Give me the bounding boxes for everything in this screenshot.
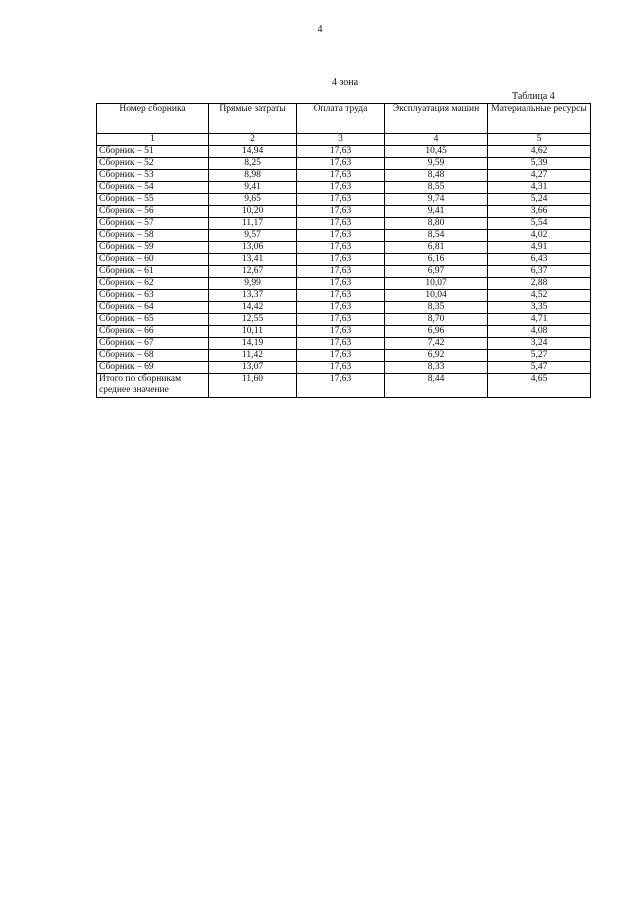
header-row xyxy=(97,104,591,134)
labor-pay-cell: 17,63 xyxy=(297,158,385,170)
direct-costs-cell: 9,65 xyxy=(209,194,297,206)
machine-operation-cell: 7,42 xyxy=(385,338,488,350)
direct-costs-cell: 12,67 xyxy=(209,266,297,278)
collection-name-cell: Сборник – 68 xyxy=(97,350,209,362)
material-resources-cell: 4,08 xyxy=(488,326,591,338)
direct-costs-cell: 14,94 xyxy=(209,146,297,158)
material-resources-cell: 5,47 xyxy=(488,362,591,374)
column-number: 3 xyxy=(297,134,385,146)
material-resources-cell: 5,24 xyxy=(488,194,591,206)
labor-pay-cell: 17,63 xyxy=(297,146,385,158)
collection-name-cell: Сборник – 66 xyxy=(97,326,209,338)
header-labor-pay: Оплата труда xyxy=(297,104,385,134)
labor-pay-cell: 17,63 xyxy=(297,254,385,266)
collection-name-cell: Сборник – 60 xyxy=(97,254,209,266)
table-row xyxy=(97,158,591,170)
total-row xyxy=(97,374,591,398)
material-resources-cell: 6,43 xyxy=(488,254,591,266)
collection-name-cell: Сборник – 57 xyxy=(97,218,209,230)
material-resources-cell: 3,24 xyxy=(488,338,591,350)
direct-costs-cell: 13,07 xyxy=(209,362,297,374)
table-caption: Таблица 4 xyxy=(512,91,555,102)
machine-operation-cell: 8,48 xyxy=(385,170,488,182)
table-row xyxy=(97,290,591,302)
machine-operation-cell: 10,04 xyxy=(385,290,488,302)
collection-name-cell: Сборник – 67 xyxy=(97,338,209,350)
material-resources-cell: 2,88 xyxy=(488,278,591,290)
table-row xyxy=(97,266,591,278)
direct-costs-cell: 11,17 xyxy=(209,218,297,230)
material-resources-cell: 4,27 xyxy=(488,170,591,182)
material-resources-cell: 4,31 xyxy=(488,182,591,194)
labor-pay-cell: 17,63 xyxy=(297,290,385,302)
material-resources-cell: 5,54 xyxy=(488,218,591,230)
collection-name-cell: Сборник – 63 xyxy=(97,290,209,302)
table-row xyxy=(97,182,591,194)
zone-title: 4 зона xyxy=(331,77,359,88)
machine-operation-cell: 6,97 xyxy=(385,266,488,278)
table-row xyxy=(97,254,591,266)
machine-operation-cell: 9,74 xyxy=(385,194,488,206)
direct-costs-cell: 9,57 xyxy=(209,230,297,242)
machine-operation-cell: 6,16 xyxy=(385,254,488,266)
direct-costs-cell: 9,41 xyxy=(209,182,297,194)
material-resources-cell: 5,39 xyxy=(488,158,591,170)
material-resources-cell: 4,52 xyxy=(488,290,591,302)
machine-operation-cell: 9,41 xyxy=(385,206,488,218)
labor-pay-cell: 17,63 xyxy=(297,338,385,350)
table-row xyxy=(97,314,591,326)
table-row xyxy=(97,170,591,182)
data-table xyxy=(96,103,591,398)
material-resources-cell: 4,91 xyxy=(488,242,591,254)
collection-name-cell: Сборник – 59 xyxy=(97,242,209,254)
direct-costs-cell: 14,42 xyxy=(209,302,297,314)
material-resources-cell: 4,02 xyxy=(488,230,591,242)
table-row xyxy=(97,302,591,314)
direct-costs-cell: 13,06 xyxy=(209,242,297,254)
header-material-resources: Материальные ресурсы xyxy=(488,104,591,134)
table-row xyxy=(97,218,591,230)
collection-name-cell: Сборник – 54 xyxy=(97,182,209,194)
machine-operation-cell: 10,45 xyxy=(385,146,488,158)
direct-costs-cell: 9,99 xyxy=(209,278,297,290)
labor-pay-cell: 17,63 xyxy=(297,194,385,206)
labor-pay-cell: 17,63 xyxy=(297,170,385,182)
column-number: 2 xyxy=(209,134,297,146)
direct-costs-cell: 8,98 xyxy=(209,170,297,182)
direct-costs-cell: 8,25 xyxy=(209,158,297,170)
column-number: 4 xyxy=(385,134,488,146)
machine-operation-cell: 6,81 xyxy=(385,242,488,254)
labor-pay-cell: 17,63 xyxy=(297,206,385,218)
collection-name-cell: Сборник – 64 xyxy=(97,302,209,314)
direct-costs-cell: 13,41 xyxy=(209,254,297,266)
table-row xyxy=(97,326,591,338)
material-resources-cell: 3,66 xyxy=(488,206,591,218)
direct-costs-cell: 12,55 xyxy=(209,314,297,326)
labor-pay-cell: 17,63 xyxy=(297,362,385,374)
machine-operation-cell: 8,55 xyxy=(385,182,488,194)
column-number: 5 xyxy=(488,134,591,146)
column-number-row xyxy=(97,134,591,146)
table-row xyxy=(97,206,591,218)
total-machine-operation: 8,44 xyxy=(385,374,488,398)
labor-pay-cell: 17,63 xyxy=(297,302,385,314)
table-row xyxy=(97,146,591,158)
machine-operation-cell: 8,70 xyxy=(385,314,488,326)
table-row xyxy=(97,194,591,206)
collection-name-cell: Сборник – 56 xyxy=(97,206,209,218)
table-row xyxy=(97,278,591,290)
machine-operation-cell: 6,92 xyxy=(385,350,488,362)
direct-costs-cell: 13,37 xyxy=(209,290,297,302)
direct-costs-cell: 14,19 xyxy=(209,338,297,350)
labor-pay-cell: 17,63 xyxy=(297,266,385,278)
labor-pay-cell: 17,63 xyxy=(297,230,385,242)
material-resources-cell: 5,27 xyxy=(488,350,591,362)
machine-operation-cell: 8,54 xyxy=(385,230,488,242)
labor-pay-cell: 17,63 xyxy=(297,182,385,194)
machine-operation-cell: 10,07 xyxy=(385,278,488,290)
machine-operation-cell: 8,35 xyxy=(385,302,488,314)
material-resources-cell: 6,37 xyxy=(488,266,591,278)
column-number: 1 xyxy=(97,134,209,146)
total-direct-costs: 11,60 xyxy=(209,374,297,398)
total-labor-pay: 17,63 xyxy=(297,374,385,398)
machine-operation-cell: 6,96 xyxy=(385,326,488,338)
page-number: 4 xyxy=(317,24,323,35)
labor-pay-cell: 17,63 xyxy=(297,326,385,338)
collection-name-cell: Сборник – 55 xyxy=(97,194,209,206)
table-row xyxy=(97,362,591,374)
collection-name-cell: Сборник – 62 xyxy=(97,278,209,290)
labor-pay-cell: 17,63 xyxy=(297,278,385,290)
collection-name-cell: Сборник – 51 xyxy=(97,146,209,158)
material-resources-cell: 4,71 xyxy=(488,314,591,326)
collection-name-cell: Сборник – 61 xyxy=(97,266,209,278)
labor-pay-cell: 17,63 xyxy=(297,242,385,254)
collection-name-cell: Сборник – 52 xyxy=(97,158,209,170)
header-direct-costs: Прямые затраты xyxy=(209,104,297,134)
machine-operation-cell: 9,59 xyxy=(385,158,488,170)
total-material-resources: 4,65 xyxy=(488,374,591,398)
direct-costs-cell: 11,42 xyxy=(209,350,297,362)
collection-name-cell: Сборник – 69 xyxy=(97,362,209,374)
labor-pay-cell: 17,63 xyxy=(297,314,385,326)
material-resources-cell: 3,35 xyxy=(488,302,591,314)
collection-name-cell: Сборник – 58 xyxy=(97,230,209,242)
direct-costs-cell: 10,20 xyxy=(209,206,297,218)
material-resources-cell: 4,62 xyxy=(488,146,591,158)
labor-pay-cell: 17,63 xyxy=(297,350,385,362)
table-row xyxy=(97,230,591,242)
direct-costs-cell: 10,11 xyxy=(209,326,297,338)
table-row xyxy=(97,338,591,350)
header-machine-operation: Эксплуатация машин xyxy=(385,104,488,134)
labor-pay-cell: 17,63 xyxy=(297,218,385,230)
machine-operation-cell: 8,80 xyxy=(385,218,488,230)
total-label: Итого по сборникам среднее значение xyxy=(97,374,209,398)
table-row xyxy=(97,242,591,254)
machine-operation-cell: 8,33 xyxy=(385,362,488,374)
header-collection-number: Номер сборника xyxy=(97,104,209,134)
table-row xyxy=(97,350,591,362)
collection-name-cell: Сборник – 65 xyxy=(97,314,209,326)
collection-name-cell: Сборник – 53 xyxy=(97,170,209,182)
